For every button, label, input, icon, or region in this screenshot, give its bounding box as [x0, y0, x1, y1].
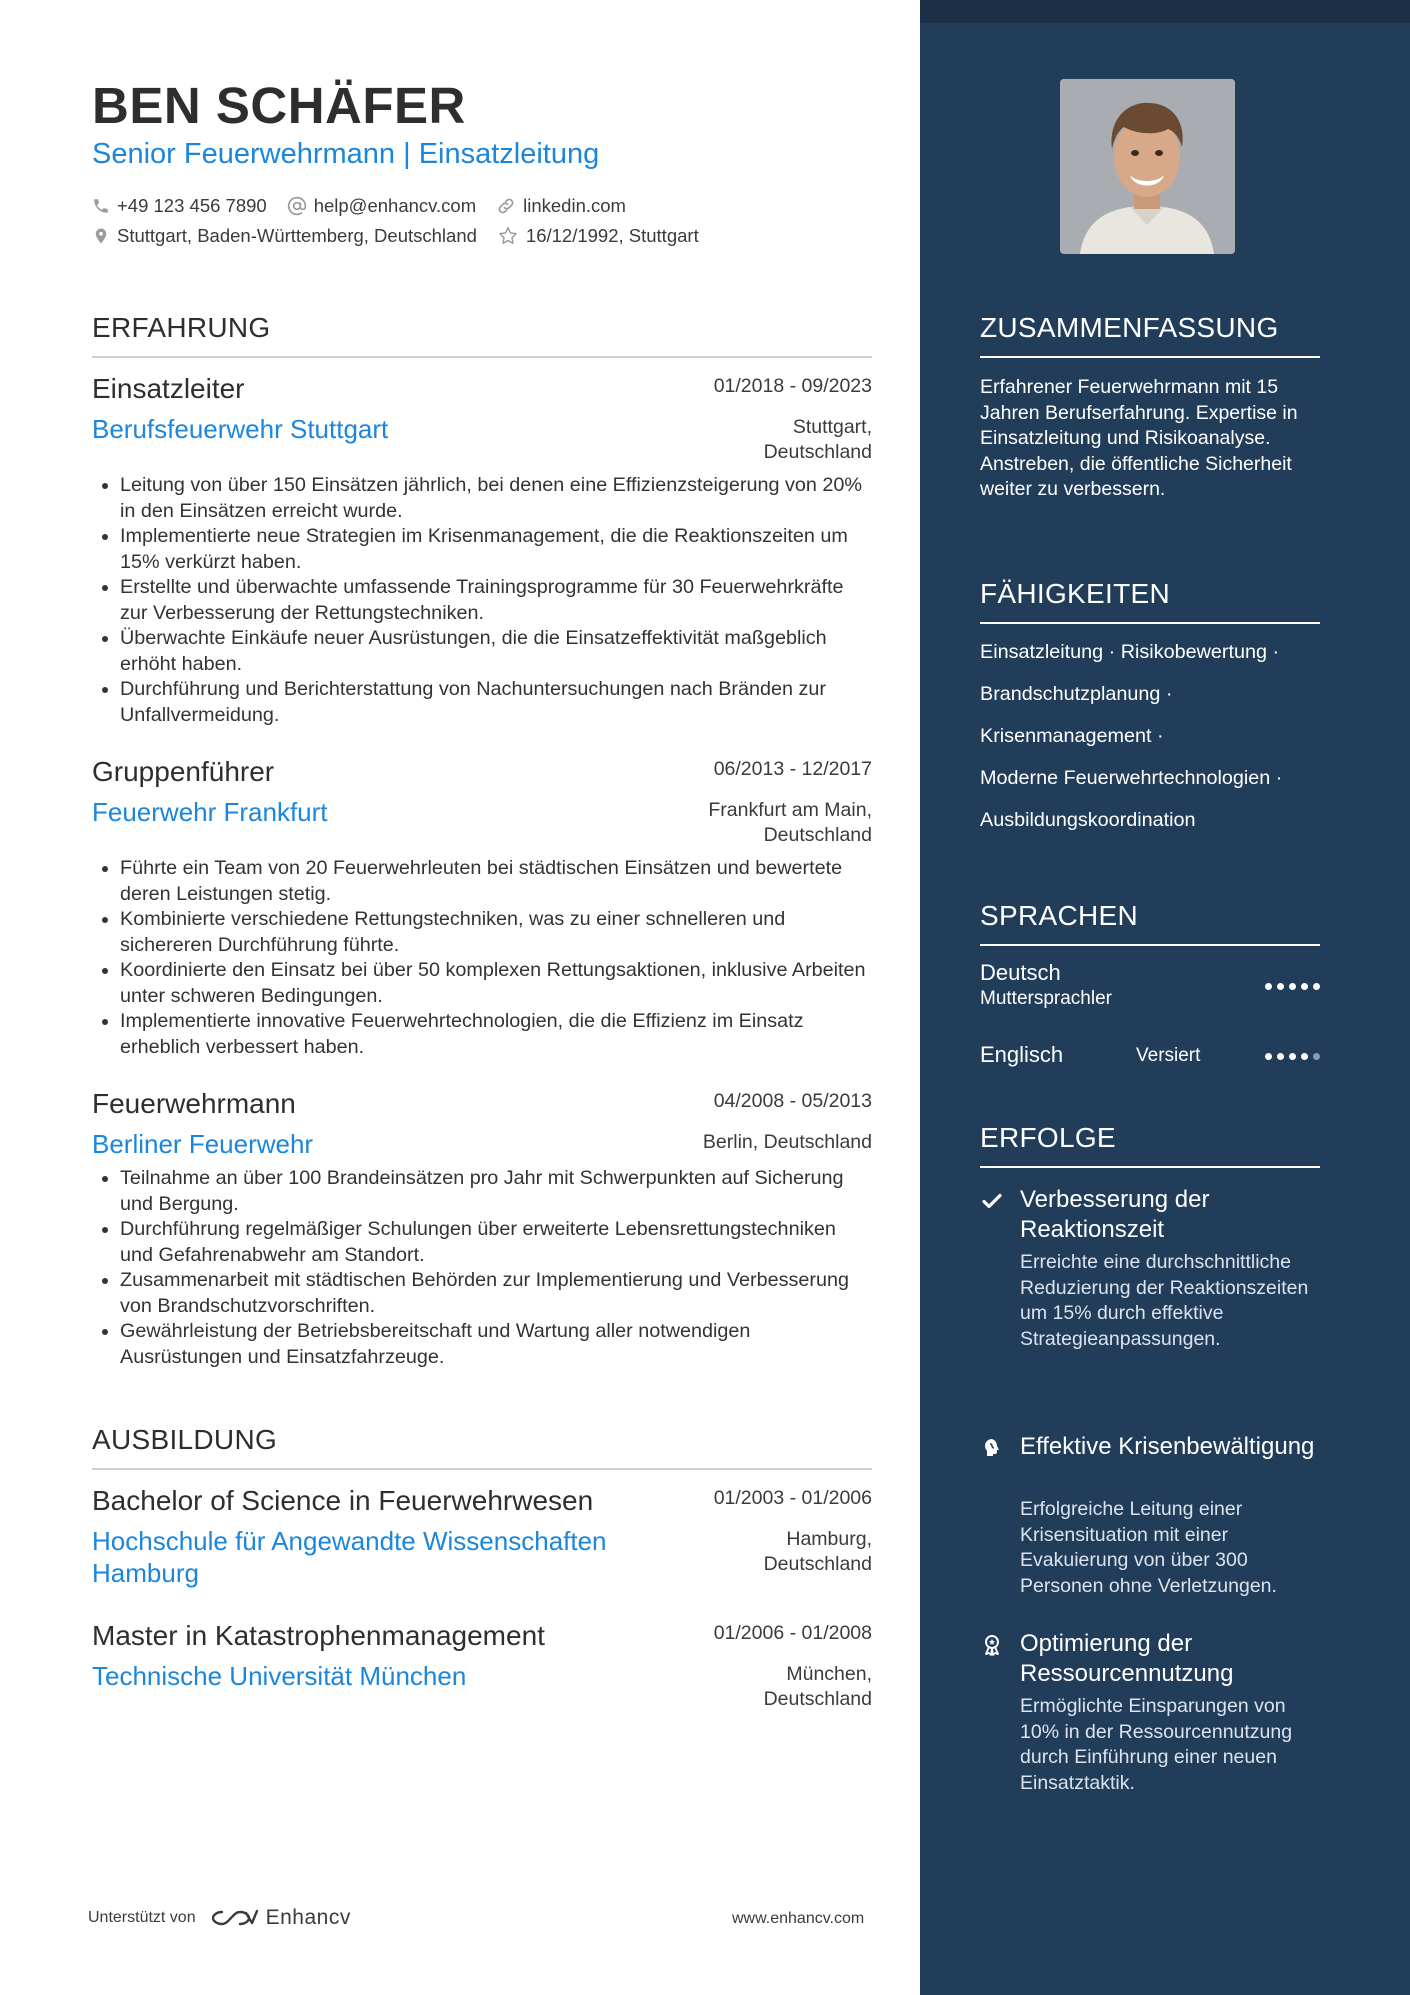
rating-dot	[1277, 983, 1284, 990]
achievements-section-title: ERFOLGE	[980, 1122, 1320, 1168]
bullet: • Kombinierte verschiedene Rettungstechniken, was zu einer schnelleren und sichereren Durchführung führte.	[120, 907, 872, 958]
phone[interactable]	[92, 195, 267, 217]
brain-icon	[980, 1436, 1004, 1460]
enhancv-logo-icon	[208, 1906, 260, 1930]
job-location: Berlin, Deutschland	[702, 1131, 872, 1153]
job-bullets	[92, 473, 872, 728]
achievement-item	[980, 1629, 1320, 1829]
achievement-title: Effektive Krisenbewältigung	[1020, 1433, 1315, 1460]
languages-section-title: SPRACHEN	[980, 900, 1320, 946]
education-section-title: AUSBILDUNG	[92, 1424, 872, 1470]
skill-line: Krisenmanagement ·	[980, 725, 1164, 747]
bullet: • Koordinierte den Einsatz bei über 50 komplexen Rettungsaktionen, inklusive Arbeiten unter schweren Bedingungen.	[120, 958, 872, 1009]
rating-dot	[1313, 983, 1320, 990]
bullet: • Zusammenarbeit mit städtischen Behörden zur Implementierung und Verbesserung von Brandschutzvorschriften.	[120, 1268, 872, 1319]
check-icon	[980, 1189, 1004, 1213]
language-level: Versiert	[1136, 1045, 1201, 1066]
job-entry	[92, 373, 872, 728]
rating-dot-empty	[1313, 1053, 1320, 1060]
candidate-title: Senior Feuerwehrmann | Einsatzleitung	[92, 138, 600, 170]
language-rating	[1260, 983, 1320, 990]
degree: Bachelor of Science in Feuerwehrwesen	[92, 1485, 594, 1516]
language-level: Muttersprachler	[980, 988, 1112, 1009]
location-text: Stuttgart, Baden-Württemberg, Deutschland	[117, 225, 477, 246]
school[interactable]: Technische Universität München	[92, 1661, 467, 1691]
skill-line: Brandschutzplanung ·	[980, 683, 1173, 705]
sidebar	[920, 0, 1410, 1995]
language-item	[980, 960, 1320, 1020]
profile-photo	[1060, 79, 1235, 254]
linkedin[interactable]	[496, 195, 626, 217]
language-rating	[1260, 1053, 1320, 1060]
experience-section-title: ERFAHRUNG	[92, 312, 872, 358]
job-role: Feuerwehrmann	[92, 1088, 296, 1119]
achievement-title: Optimierung der Ressourcennutzung	[1020, 1630, 1234, 1687]
achievement-item	[980, 1185, 1320, 1405]
contact-row-2	[92, 225, 719, 247]
bullet: • Führte ein Team von 20 Feuerwehrleuten bei städtischen Einsätzen und bewertete deren Leistungen stetig.	[120, 856, 872, 907]
rating-dot	[1277, 1053, 1284, 1060]
avatar-illustration	[1060, 79, 1235, 254]
skills-section-title: FÄHIGKEITEN	[980, 578, 1320, 624]
location	[92, 225, 477, 247]
contact-row-1	[92, 195, 646, 217]
enhancv-brand: Enhancv	[265, 1906, 351, 1929]
job-bullets	[92, 1166, 872, 1370]
bullet: • Erstellte und überwachte umfassende Trainingsprogramme für 30 Feuerwehrkräfte zur Verbesserung der Rettungstechniken.	[120, 575, 872, 626]
job-bullets	[92, 856, 872, 1060]
phone-text: +49 123 456 7890	[117, 195, 267, 216]
rating-dot	[1289, 1053, 1296, 1060]
bullet: • Implementierte innovative Feuerwehrtechnologien, die die Effizienz im Einsatz erheblich verbessert haben.	[120, 1009, 872, 1060]
job-role: Einsatzleiter	[92, 373, 245, 404]
birth	[497, 225, 699, 247]
achievement-description: Erreichte eine durchschnittliche Reduzierung der Reaktionszeiten um 15% durch effektive Strategieanpassungen.	[1020, 1251, 1309, 1350]
achievement-description: Erfolgreiche Leitung einer Krisensituation mit einer Evakuierung von über 300 Personen ohne Verletzungen.	[1020, 1498, 1277, 1597]
job-entry	[92, 1088, 872, 1370]
job-entry	[92, 756, 872, 1060]
education-location: München, Deutschland	[763, 1663, 872, 1710]
job-role: Gruppenführer	[92, 756, 275, 787]
at-icon	[287, 196, 307, 216]
powered-by-label: Unterstützt von	[88, 1909, 196, 1926]
achievement-title: Verbesserung der Reaktionszeit	[1020, 1186, 1210, 1243]
skill-line: Einsatzleitung · Risikobewertung ·	[980, 641, 1280, 663]
education-entry	[92, 1620, 872, 1710]
job-dates: 04/2008 - 05/2013	[713, 1090, 872, 1112]
rating-dot	[1265, 1053, 1272, 1060]
summary-section-title: ZUSAMMENFASSUNG	[980, 312, 1320, 358]
language-item	[980, 1042, 1320, 1072]
skills-list	[980, 636, 1340, 846]
job-dates: 01/2018 - 09/2023	[713, 375, 872, 397]
linkedin-text: linkedin.com	[523, 195, 626, 216]
bullet: • Implementierte neue Strategien im Krisenmanagement, die die Reaktionszeiten um 15% verkürzt haben.	[120, 524, 872, 575]
footer-url[interactable]: www.enhancv.com	[732, 1910, 865, 1927]
star-icon	[497, 225, 519, 247]
bullet: • Durchführung und Berichterstattung von Nachuntersuchungen nach Bränden zur Unfallvermeidung.	[120, 677, 872, 728]
sidebar-top-band	[920, 0, 1410, 23]
job-location: Frankfurt am Main, Deutschland	[708, 799, 872, 846]
bullet: • Durchführung regelmäßiger Schulungen über erweiterte Lebensrettungstechniken und Gefahrenabwehr am Standort.	[120, 1217, 872, 1268]
summary-text: Erfahrener Feuerwehrmann mit 15 Jahren Berufserfahrung. Expertise in Einsatzleitung und Risikoanalyse. Anstreben, die öffentliche Sicherheit weiter zu verbessern.	[980, 376, 1298, 500]
language-name: Deutsch	[980, 960, 1061, 985]
location-pin-icon	[92, 226, 110, 246]
rating-dot	[1289, 983, 1296, 990]
achievement-description: Ermöglichte Einsparungen von 10% in der Ressourcennutzung durch Einführung einer neuen Einsatztaktik.	[1020, 1695, 1293, 1794]
award-icon	[980, 1633, 1004, 1657]
job-company[interactable]: Berufsfeuerwehr Stuttgart	[92, 414, 389, 444]
education-dates: 01/2006 - 01/2008	[713, 1622, 872, 1644]
link-icon	[496, 196, 516, 216]
education-entry	[92, 1485, 872, 1589]
bullet: • Leitung von über 150 Einsätzen jährlich, bei denen eine Effizienzsteigerung von 20% in den Einsätzen erreicht wurde.	[120, 473, 872, 524]
education-location: Hamburg, Deutschland	[763, 1528, 872, 1575]
skill-line: Moderne Feuerwehrtechnologien ·	[980, 767, 1283, 789]
school[interactable]: Hochschule für Angewandte Wissenschaften Hamburg	[92, 1526, 607, 1588]
footer-powered-by[interactable]	[88, 1906, 351, 1930]
language-name: Englisch	[980, 1042, 1064, 1067]
job-location: Stuttgart, Deutschland	[763, 416, 872, 463]
degree: Master in Katastrophenmanagement	[92, 1620, 545, 1651]
email[interactable]	[287, 195, 476, 217]
rating-dot	[1301, 1053, 1308, 1060]
bullet: • Teilnahme an über 100 Brandeinsätzen pro Jahr mit Schwerpunkten auf Sicherung und Bergung.	[120, 1166, 872, 1217]
phone-icon	[92, 197, 110, 215]
skill-line: Ausbildungskoordination	[980, 809, 1196, 831]
job-dates: 06/2013 - 12/2017	[713, 758, 872, 780]
job-company[interactable]: Berliner Feuerwehr	[92, 1129, 314, 1159]
rating-dot	[1301, 983, 1308, 990]
candidate-name: BEN SCHÄFER	[92, 77, 466, 134]
birth-text: 16/12/1992, Stuttgart	[525, 225, 699, 246]
bullet: • Gewährleistung der Betriebsbereitschaft und Wartung aller notwendigen Ausrüstungen und Einsatzfahrzeuge.	[120, 1319, 872, 1370]
email-text: help@enhancv.com	[313, 195, 477, 216]
bullet: • Überwachte Einkäufe neuer Ausrüstungen, die die Einsatzeffektivität maßgeblich erhöht haben.	[120, 626, 872, 677]
job-company[interactable]: Feuerwehr Frankfurt	[92, 797, 328, 827]
achievement-item	[980, 1432, 1320, 1602]
education-dates: 01/2003 - 01/2006	[713, 1487, 872, 1509]
rating-dot	[1265, 983, 1272, 990]
